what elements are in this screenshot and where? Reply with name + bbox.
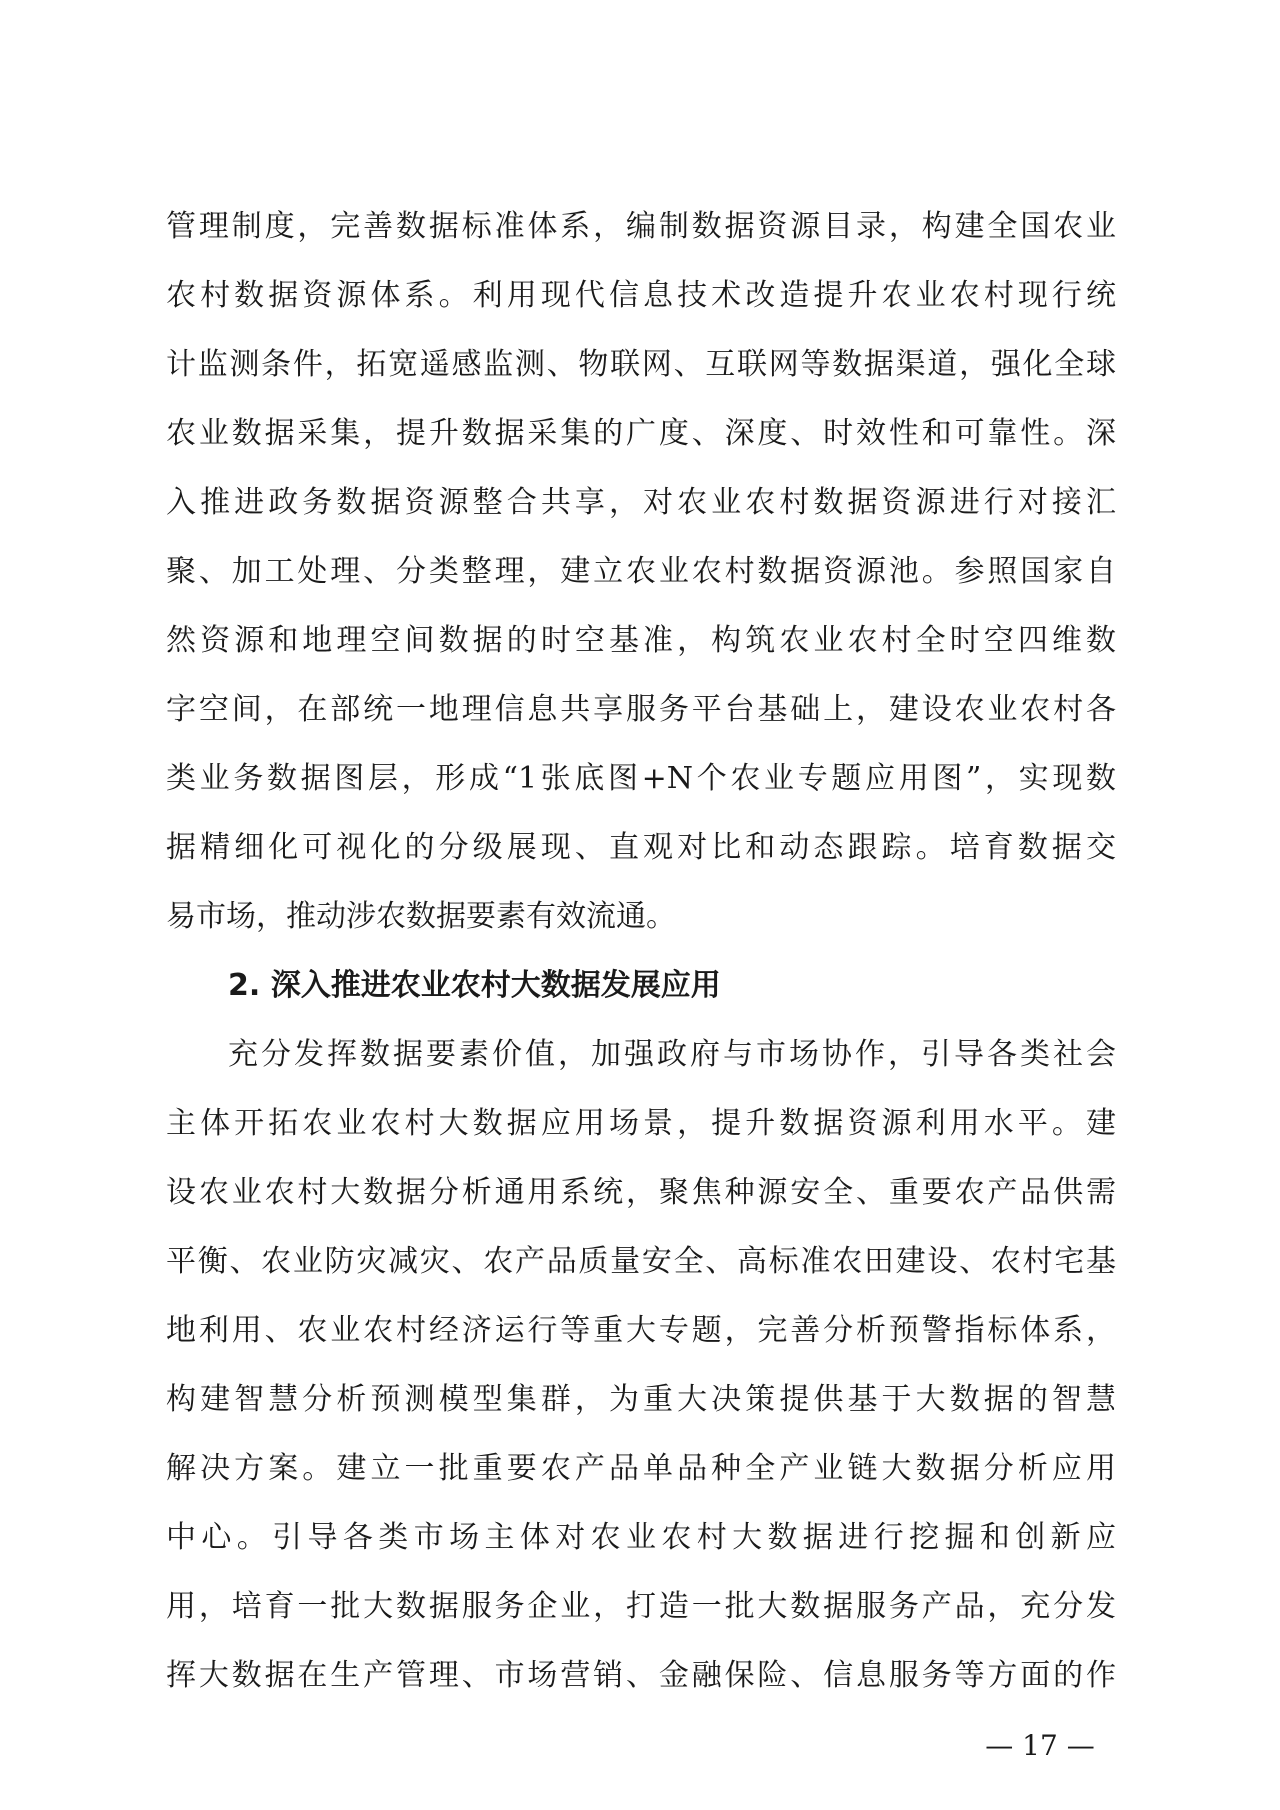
paragraph-2-line-2: 主体开拓农业农村大数据应用场景，提升数据资源利用水平。建 — [166, 1106, 1116, 1141]
paragraph-1-line-7: 然资源和地理空间数据的时空基准，构筑农业农村全时空四维数 — [166, 623, 1116, 658]
paragraph-2-line-7: 解决方案。建立一批重要农产品单品种全产业链大数据分析应用 — [166, 1451, 1116, 1486]
paragraph-1-line-5: 入推进政务数据资源整合共享，对农业农村数据资源进行对接汇 — [166, 485, 1116, 520]
paragraph-1-line-11: 易市场，推动涉农数据要素有效流通。 — [166, 899, 676, 934]
paragraph-1-line-4: 农业数据采集，提升数据采集的广度、深度、时效性和可靠性。深 — [166, 416, 1116, 451]
section-heading: 2. 深入推进农业农村大数据发展应用 — [228, 968, 721, 1003]
paragraph-1-line-9: 类业务数据图层，形成“1张底图+N个农业专题应用图”，实现数 — [166, 761, 1116, 796]
paragraph-1-line-3: 计监测条件，拓宽遥感监测、物联网、互联网等数据渠道，强化全球 — [166, 347, 1116, 382]
paragraph-2-line-10: 挥大数据在生产管理、市场营销、金融保险、信息服务等方面的作 — [166, 1658, 1116, 1693]
paragraph-1-line-1: 管理制度，完善数据标准体系，编制数据资源目录，构建全国农业 — [166, 209, 1116, 244]
paragraph-1-line-6: 聚、加工处理、分类整理，建立农业农村数据资源池。参照国家自 — [166, 554, 1116, 589]
paragraph-2-line-3: 设农业农村大数据分析通用系统，聚焦种源安全、重要农产品供需 — [166, 1175, 1116, 1210]
paragraph-1-line-2: 农村数据资源体系。利用现代信息技术改造提升农业农村现行统 — [166, 278, 1116, 313]
page-number: — 17 — — [985, 1729, 1095, 1762]
paragraph-1-line-8: 字空间，在部统一地理信息共享服务平台基础上，建设农业农村各 — [166, 692, 1116, 727]
paragraph-2-line-5: 地利用、农业农村经济运行等重大专题，完善分析预警指标体系， — [166, 1313, 1116, 1348]
paragraph-2-line-1: 充分发挥数据要素价值，加强政府与市场协作，引导各类社会 — [228, 1037, 1116, 1072]
paragraph-1-line-10: 据精细化可视化的分级展现、直观对比和动态跟踪。培育数据交 — [166, 830, 1116, 865]
paragraph-2-line-6: 构建智慧分析预测模型集群，为重大决策提供基于大数据的智慧 — [166, 1382, 1116, 1417]
paragraph-2-line-8: 中心。引导各类市场主体对农业农村大数据进行挖掘和创新应 — [166, 1520, 1116, 1555]
paragraph-2-line-9: 用，培育一批大数据服务企业，打造一批大数据服务产品，充分发 — [166, 1589, 1116, 1624]
paragraph-2-line-4: 平衡、农业防灾减灾、农产品质量安全、高标准农田建设、农村宅基 — [166, 1244, 1116, 1279]
